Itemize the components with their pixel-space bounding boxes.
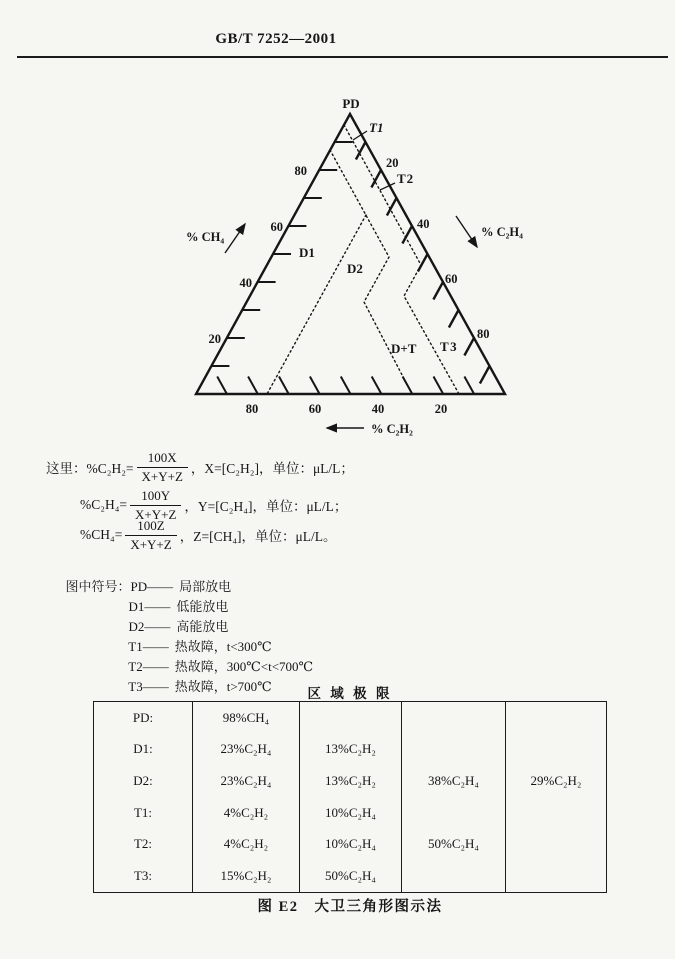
left-tick-label-20: 20 <box>208 332 221 346</box>
region-label-d1: D1 <box>299 245 315 260</box>
legend-line-pd <box>46 557 313 594</box>
table-cell <box>402 734 506 766</box>
table-cell <box>506 734 606 766</box>
fraction <box>137 450 188 484</box>
c2h4-axis-arrow <box>456 216 477 247</box>
formula-c2h2-lhs: 这里：%C₂H₂= <box>46 461 134 477</box>
table-cell <box>300 702 402 734</box>
table-cell: 50%C₂H₄ <box>300 860 402 892</box>
figure-caption: 图 E2 大卫三角形图示法 <box>257 899 443 915</box>
ch4-axis-arrow <box>225 224 245 253</box>
right-tick-label-60: 60 <box>445 272 458 286</box>
left-tick-label-80: 80 <box>294 164 307 178</box>
right-tick-label-80: 80 <box>477 327 490 341</box>
left-axis-ticks <box>208 142 352 366</box>
legend-dash: —— <box>142 659 169 674</box>
legend-prefix: 图中符号： <box>65 579 131 594</box>
table-cell: D2: <box>94 765 193 797</box>
table-title: 区 域 极 限 <box>307 686 393 701</box>
formula-c2h4-rhs: ，Y=[C₂H₄]，单位：μL/L； <box>184 499 348 515</box>
bottom-axis-ticks <box>217 377 474 395</box>
fraction-numerator: 100Y <box>141 488 171 503</box>
table-cell: 38%C₂H₄ <box>402 765 506 797</box>
table-cell: 23%C₂H₄ <box>193 765 300 797</box>
legend-dash: —— <box>144 619 171 634</box>
fraction <box>125 518 176 552</box>
table-cell: T2: <box>94 829 193 861</box>
region-label-d2: D2 <box>347 261 363 276</box>
legend-dash: —— <box>142 639 169 654</box>
table-cell: 10%C₂H₄ <box>300 829 402 861</box>
left-tick-label-60: 60 <box>270 220 283 234</box>
triangle-outline <box>196 114 505 394</box>
table-cell <box>506 860 606 892</box>
bottom-tick-label-20: 20 <box>434 402 448 416</box>
table-cell <box>402 702 506 734</box>
region-label-t1: T1 <box>369 120 384 135</box>
legend-symbol: D1 <box>128 599 145 614</box>
legend-desc: 热故障，t>700℃ <box>174 679 272 694</box>
table-cell: T3: <box>94 860 193 892</box>
fraction-denominator: X+Y+Z <box>130 505 181 523</box>
region-label-t2: T2 <box>397 171 415 186</box>
table-cell: 4%C₂H₂ <box>193 797 300 829</box>
table-cell: 10%C₂H₄ <box>300 797 402 829</box>
table-cell: 50%C₂H₄ <box>402 829 506 861</box>
fraction-denominator: X+Y+Z <box>137 467 188 485</box>
table-cell: 23%C₂H₄ <box>193 734 300 766</box>
bottom-tick-label-80: 80 <box>245 402 259 416</box>
table-cell <box>506 702 606 734</box>
table-cell <box>506 829 606 861</box>
legend-dash: —— <box>144 599 171 614</box>
right-axis-label: % C₂H₄ <box>481 225 523 239</box>
table-cell <box>402 860 506 892</box>
table-cell: T1: <box>94 797 193 829</box>
legend-desc: 局部放电 <box>179 579 232 594</box>
symbol-legend <box>46 557 314 694</box>
table-cell: 29%C₂H₂ <box>530 773 582 789</box>
legend-dash: —— <box>142 679 169 694</box>
right-tick-label-20: 20 <box>386 156 399 170</box>
table-cell: 4%C₂H₂ <box>193 829 300 861</box>
formula-c2h2-rhs: ，X=[C₂H₂]，单位：μL/L； <box>190 461 354 477</box>
legend-desc: 低能放电 <box>176 599 229 614</box>
legend-symbol: PD <box>130 579 148 594</box>
bottom-tick-label-60: 60 <box>308 402 322 416</box>
table-cell: 13%C₂H₂ <box>300 734 402 766</box>
zone-limits-table <box>93 701 607 893</box>
legend-symbol: T1 <box>128 639 143 654</box>
region-label-pd: PD <box>342 96 360 111</box>
fraction-numerator: 100Z <box>137 518 165 533</box>
table-cell: PD: <box>94 702 193 734</box>
formula-c2h4-lhs: %C₂H₄= <box>80 497 128 513</box>
table-cell: D1: <box>94 734 193 766</box>
legend-symbol: T3 <box>128 679 143 694</box>
legend-desc: 高能放电 <box>176 619 229 634</box>
table-cell: 15%C₂H₂ <box>193 860 300 892</box>
formula-ch4-lhs: %CH₄= <box>80 527 123 543</box>
formula-ch4 <box>80 518 337 552</box>
legend-desc: 热故障，t<300℃ <box>174 639 272 654</box>
fraction-numerator: 100X <box>147 450 177 465</box>
duval-triangle-diagram <box>0 0 675 455</box>
right-axis-ticks <box>356 142 490 384</box>
bottom-tick-label-40: 40 <box>371 402 385 416</box>
region-label-dt: D+T <box>391 341 417 356</box>
table-cell <box>506 797 606 829</box>
boundary-d1-d2 <box>267 215 366 394</box>
bottom-axis-label: % C₂H₂ <box>371 422 413 436</box>
left-axis-label: % CH₄ <box>186 230 225 244</box>
fraction-denominator: X+Y+Z <box>125 535 176 553</box>
legend-symbol: D2 <box>128 619 145 634</box>
axis-arrows <box>225 216 477 428</box>
region-label-t3: T3 <box>440 339 459 354</box>
left-tick-label-40: 40 <box>239 276 252 290</box>
legend-symbol: T2 <box>128 659 143 674</box>
formula-c2h2 <box>46 450 354 484</box>
formula-ch4-rhs: ，Z=[CH₄]，单位：μL/L。 <box>179 529 337 545</box>
right-tick-label-40: 40 <box>417 217 430 231</box>
table-cell: 98%CH₄ <box>193 702 300 734</box>
standard-number: GB/T 7252—2001 <box>215 31 337 47</box>
table-cell: 13%C₂H₂ <box>300 765 402 797</box>
table-cell <box>402 797 506 829</box>
legend-dash: —— <box>147 579 174 594</box>
legend-desc: 热故障，300℃<t<700℃ <box>174 659 314 674</box>
